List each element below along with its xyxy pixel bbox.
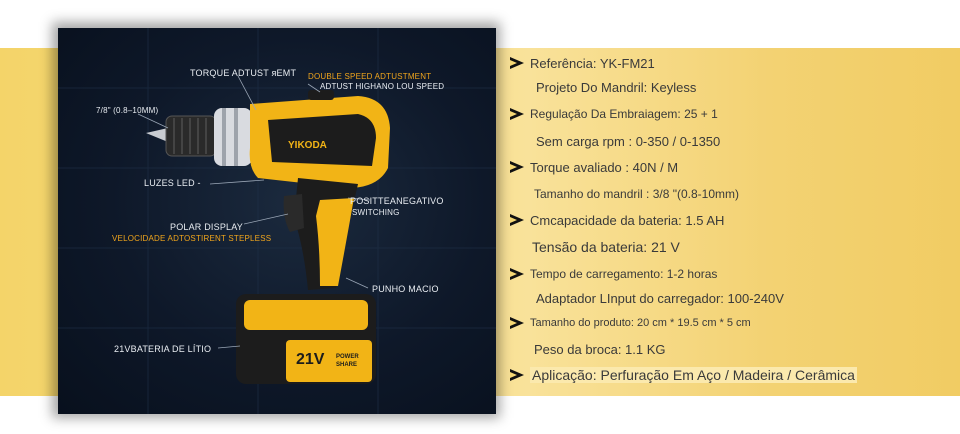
spec-clutch-settings — [508, 103, 718, 125]
label-polar-display: POLAR DISPLAY — [170, 222, 243, 232]
spec-charger-input — [536, 287, 784, 309]
product-photo — [58, 28, 496, 414]
arrow-bullet-icon — [508, 267, 528, 281]
spec-text: Peso da broca: 1.1 KG — [534, 341, 666, 357]
spec-text: Cmcapacidade da bateria: 1.5 AH — [530, 212, 725, 228]
spec-weight — [534, 338, 666, 360]
svg-text:YIKODA: YIKODA — [288, 140, 327, 151]
arrow-bullet-icon — [508, 56, 528, 70]
label-torque-adjust: TORQUE ADTUST ᴙEMT — [190, 68, 297, 78]
spec-no-load-rpm — [536, 130, 720, 152]
spec-text: Tempo de carregamento: 1-2 horas — [530, 267, 718, 281]
label-soft-grip: PUNHO MACIO — [372, 284, 439, 294]
spec-text: Tensão da bateria: 21 V — [532, 239, 680, 255]
arrow-bullet-icon — [508, 160, 528, 174]
torque-collar — [214, 108, 252, 166]
label-chuck-size: 7/8" (0.8–10MM) — [96, 106, 159, 115]
spec-application — [508, 364, 857, 386]
spec-battery-voltage — [532, 236, 680, 258]
spec-battery-capacity — [508, 209, 724, 231]
label-double-speed: DOUBLE SPEED ADTUSTMENT — [308, 72, 432, 81]
spec-list — [508, 50, 948, 390]
label-positive-negative: POSITTEANEGATIVO — [350, 196, 444, 206]
trigger — [284, 194, 304, 232]
spec-text: Tamanho do produto: 20 cm * 19.5 cm * 5 cm — [530, 317, 751, 329]
spec-text: Regulação Da Embraiagem: 25 + 1 — [530, 107, 718, 121]
arrow-bullet-icon — [508, 368, 528, 382]
label-switching: SWITCHING — [352, 208, 400, 217]
spec-chuck-size — [534, 183, 739, 205]
spec-text: Referência: YK-FM21 — [530, 55, 655, 71]
spec-charge-time — [508, 263, 717, 285]
svg-text:POWER: POWER — [336, 354, 359, 360]
label-lithium-battery: 21VBATERIA DE LÍTIO — [114, 344, 212, 354]
arrow-bullet-icon — [508, 316, 528, 330]
spec-product-size — [508, 312, 751, 334]
spec-text: Torque avaliado : 40N / M — [530, 159, 679, 175]
spec-reference — [508, 52, 655, 74]
bit-tip — [146, 128, 168, 142]
label-adjust-high-low: ADTUST HIGHANO LOU SPEED — [320, 82, 445, 91]
spec-text: Aplicação: Perfuração Em Aço / Madeira / Cerâmica — [532, 367, 855, 383]
arrow-bullet-icon — [508, 213, 528, 227]
spec-rated-torque — [508, 156, 678, 178]
spec-text: Tamanho do mandril : 3/8 "(0.8-10mm) — [534, 187, 740, 201]
spec-text: Adaptador LInput do carregador: 100-240V — [536, 290, 784, 306]
label-speed-adjustment: VELOCIDADE ADTOSTIRENT STEPLESS — [112, 234, 272, 243]
svg-text:21V: 21V — [296, 351, 325, 368]
spec-chuck-design — [536, 76, 696, 98]
label-led-lights: LUZES LED - — [144, 178, 201, 188]
spec-text: Projeto Do Mandril: Keyless — [536, 79, 697, 95]
arrow-bullet-icon — [508, 107, 528, 121]
svg-text:SHARE: SHARE — [336, 362, 358, 368]
spec-text: Sem carga rpm : 0-350 / 0-1350 — [536, 133, 721, 149]
